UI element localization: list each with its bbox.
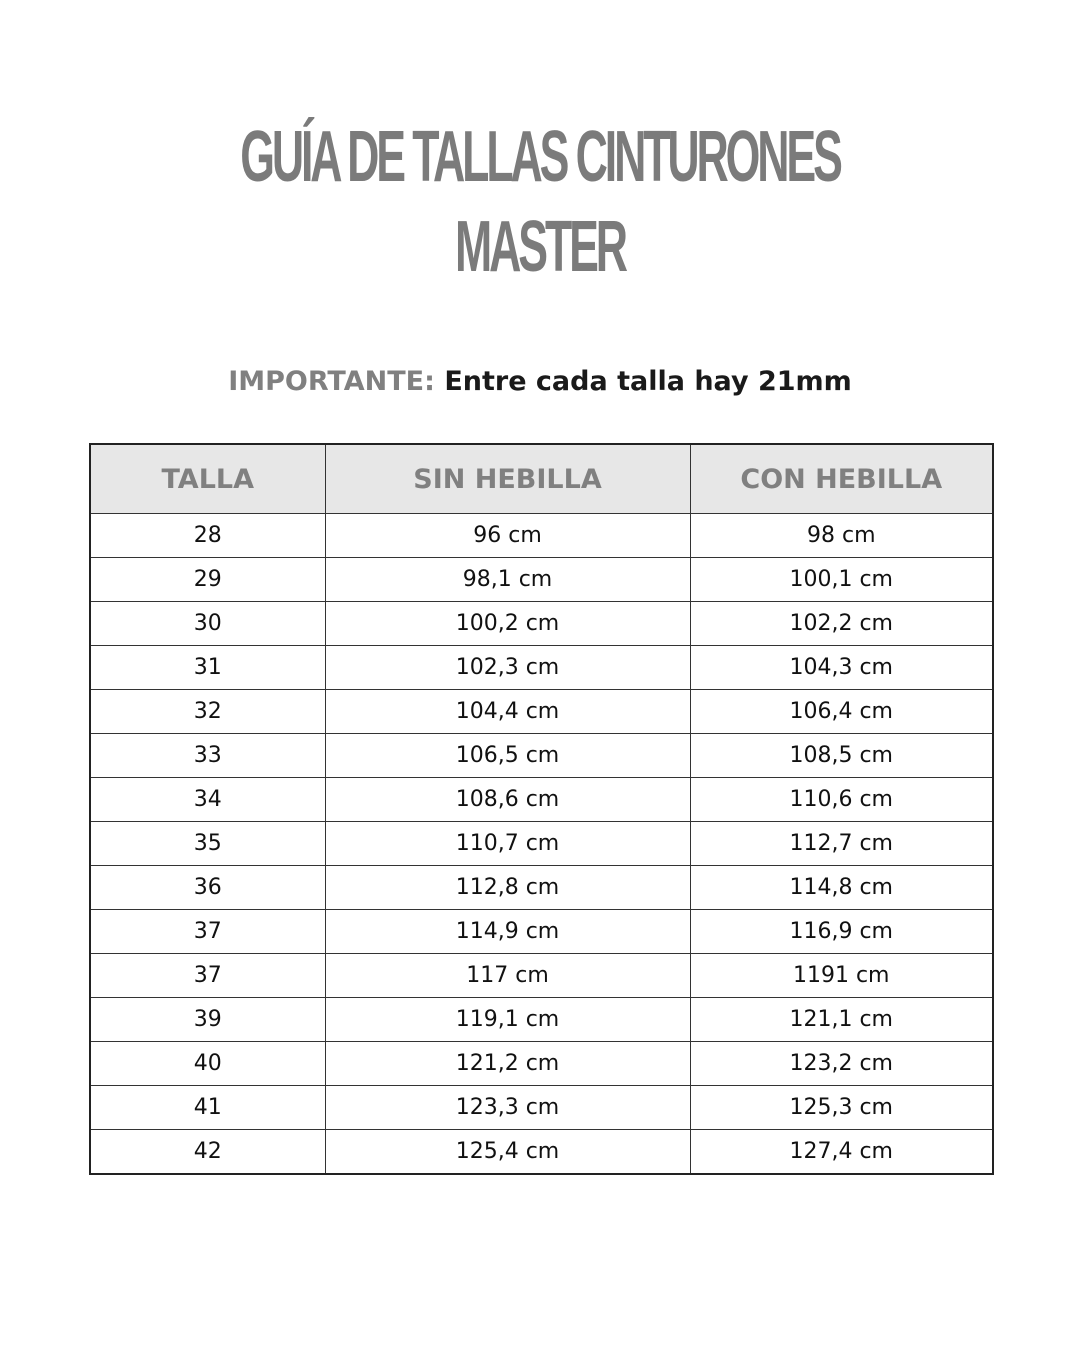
cell-sin-hebilla: 98,1 cm <box>325 558 690 602</box>
table-row <box>90 734 993 778</box>
important-notice <box>0 362 1080 402</box>
cell-con-hebilla: 1191 cm <box>690 954 993 998</box>
table-row <box>90 602 993 646</box>
cell-sin-hebilla: 114,9 cm <box>325 910 690 954</box>
table-row <box>90 778 993 822</box>
table-row <box>90 822 993 866</box>
cell-talla: 42 <box>90 1130 325 1175</box>
cell-con-hebilla: 112,7 cm <box>690 822 993 866</box>
table-row <box>90 866 993 910</box>
cell-sin-hebilla: 123,3 cm <box>325 1086 690 1130</box>
cell-talla: 29 <box>90 558 325 602</box>
cell-sin-hebilla: 108,6 cm <box>325 778 690 822</box>
table-body <box>90 514 993 1175</box>
cell-talla: 34 <box>90 778 325 822</box>
cell-con-hebilla: 123,2 cm <box>690 1042 993 1086</box>
table-row <box>90 1086 993 1130</box>
table-row <box>90 910 993 954</box>
cell-sin-hebilla: 119,1 cm <box>325 998 690 1042</box>
notice-label: IMPORTANTE: <box>228 366 435 397</box>
notice-text: Entre cada talla hay 21mm <box>444 366 852 397</box>
cell-talla: 30 <box>90 602 325 646</box>
cell-talla: 28 <box>90 514 325 558</box>
cell-con-hebilla: 106,4 cm <box>690 690 993 734</box>
table-row <box>90 1130 993 1175</box>
cell-sin-hebilla: 104,4 cm <box>325 690 690 734</box>
cell-talla: 35 <box>90 822 325 866</box>
cell-con-hebilla: 98 cm <box>690 514 993 558</box>
title-line-1: GUÍA DE TALLAS CINTURONES <box>240 117 840 197</box>
cell-sin-hebilla: 96 cm <box>325 514 690 558</box>
header-talla: TALLA <box>90 444 325 514</box>
cell-talla: 36 <box>90 866 325 910</box>
cell-con-hebilla: 116,9 cm <box>690 910 993 954</box>
cell-sin-hebilla: 102,3 cm <box>325 646 690 690</box>
cell-talla: 37 <box>90 954 325 998</box>
cell-sin-hebilla: 121,2 cm <box>325 1042 690 1086</box>
cell-talla: 41 <box>90 1086 325 1130</box>
cell-con-hebilla: 104,3 cm <box>690 646 993 690</box>
cell-con-hebilla: 121,1 cm <box>690 998 993 1042</box>
cell-talla: 31 <box>90 646 325 690</box>
cell-con-hebilla: 114,8 cm <box>690 866 993 910</box>
table-row <box>90 954 993 998</box>
cell-sin-hebilla: 100,2 cm <box>325 602 690 646</box>
cell-sin-hebilla: 110,7 cm <box>325 822 690 866</box>
cell-talla: 39 <box>90 998 325 1042</box>
size-table <box>89 443 994 1175</box>
table-row <box>90 690 993 734</box>
title-line-2: MASTER <box>455 207 625 287</box>
page-title <box>0 112 1080 292</box>
cell-talla: 40 <box>90 1042 325 1086</box>
cell-con-hebilla: 102,2 cm <box>690 602 993 646</box>
header-sin-hebilla: SIN HEBILLA <box>325 444 690 514</box>
table-row <box>90 646 993 690</box>
cell-talla: 33 <box>90 734 325 778</box>
cell-con-hebilla: 100,1 cm <box>690 558 993 602</box>
cell-talla: 32 <box>90 690 325 734</box>
table-row <box>90 514 993 558</box>
cell-con-hebilla: 125,3 cm <box>690 1086 993 1130</box>
cell-con-hebilla: 110,6 cm <box>690 778 993 822</box>
table-row <box>90 558 993 602</box>
cell-sin-hebilla: 106,5 cm <box>325 734 690 778</box>
cell-sin-hebilla: 125,4 cm <box>325 1130 690 1175</box>
cell-talla: 37 <box>90 910 325 954</box>
cell-con-hebilla: 108,5 cm <box>690 734 993 778</box>
header-con-hebilla: CON HEBILLA <box>690 444 993 514</box>
cell-sin-hebilla: 117 cm <box>325 954 690 998</box>
header-row <box>90 444 993 514</box>
table-row <box>90 998 993 1042</box>
cell-sin-hebilla: 112,8 cm <box>325 866 690 910</box>
table-row <box>90 1042 993 1086</box>
table-header <box>90 444 993 514</box>
cell-con-hebilla: 127,4 cm <box>690 1130 993 1175</box>
